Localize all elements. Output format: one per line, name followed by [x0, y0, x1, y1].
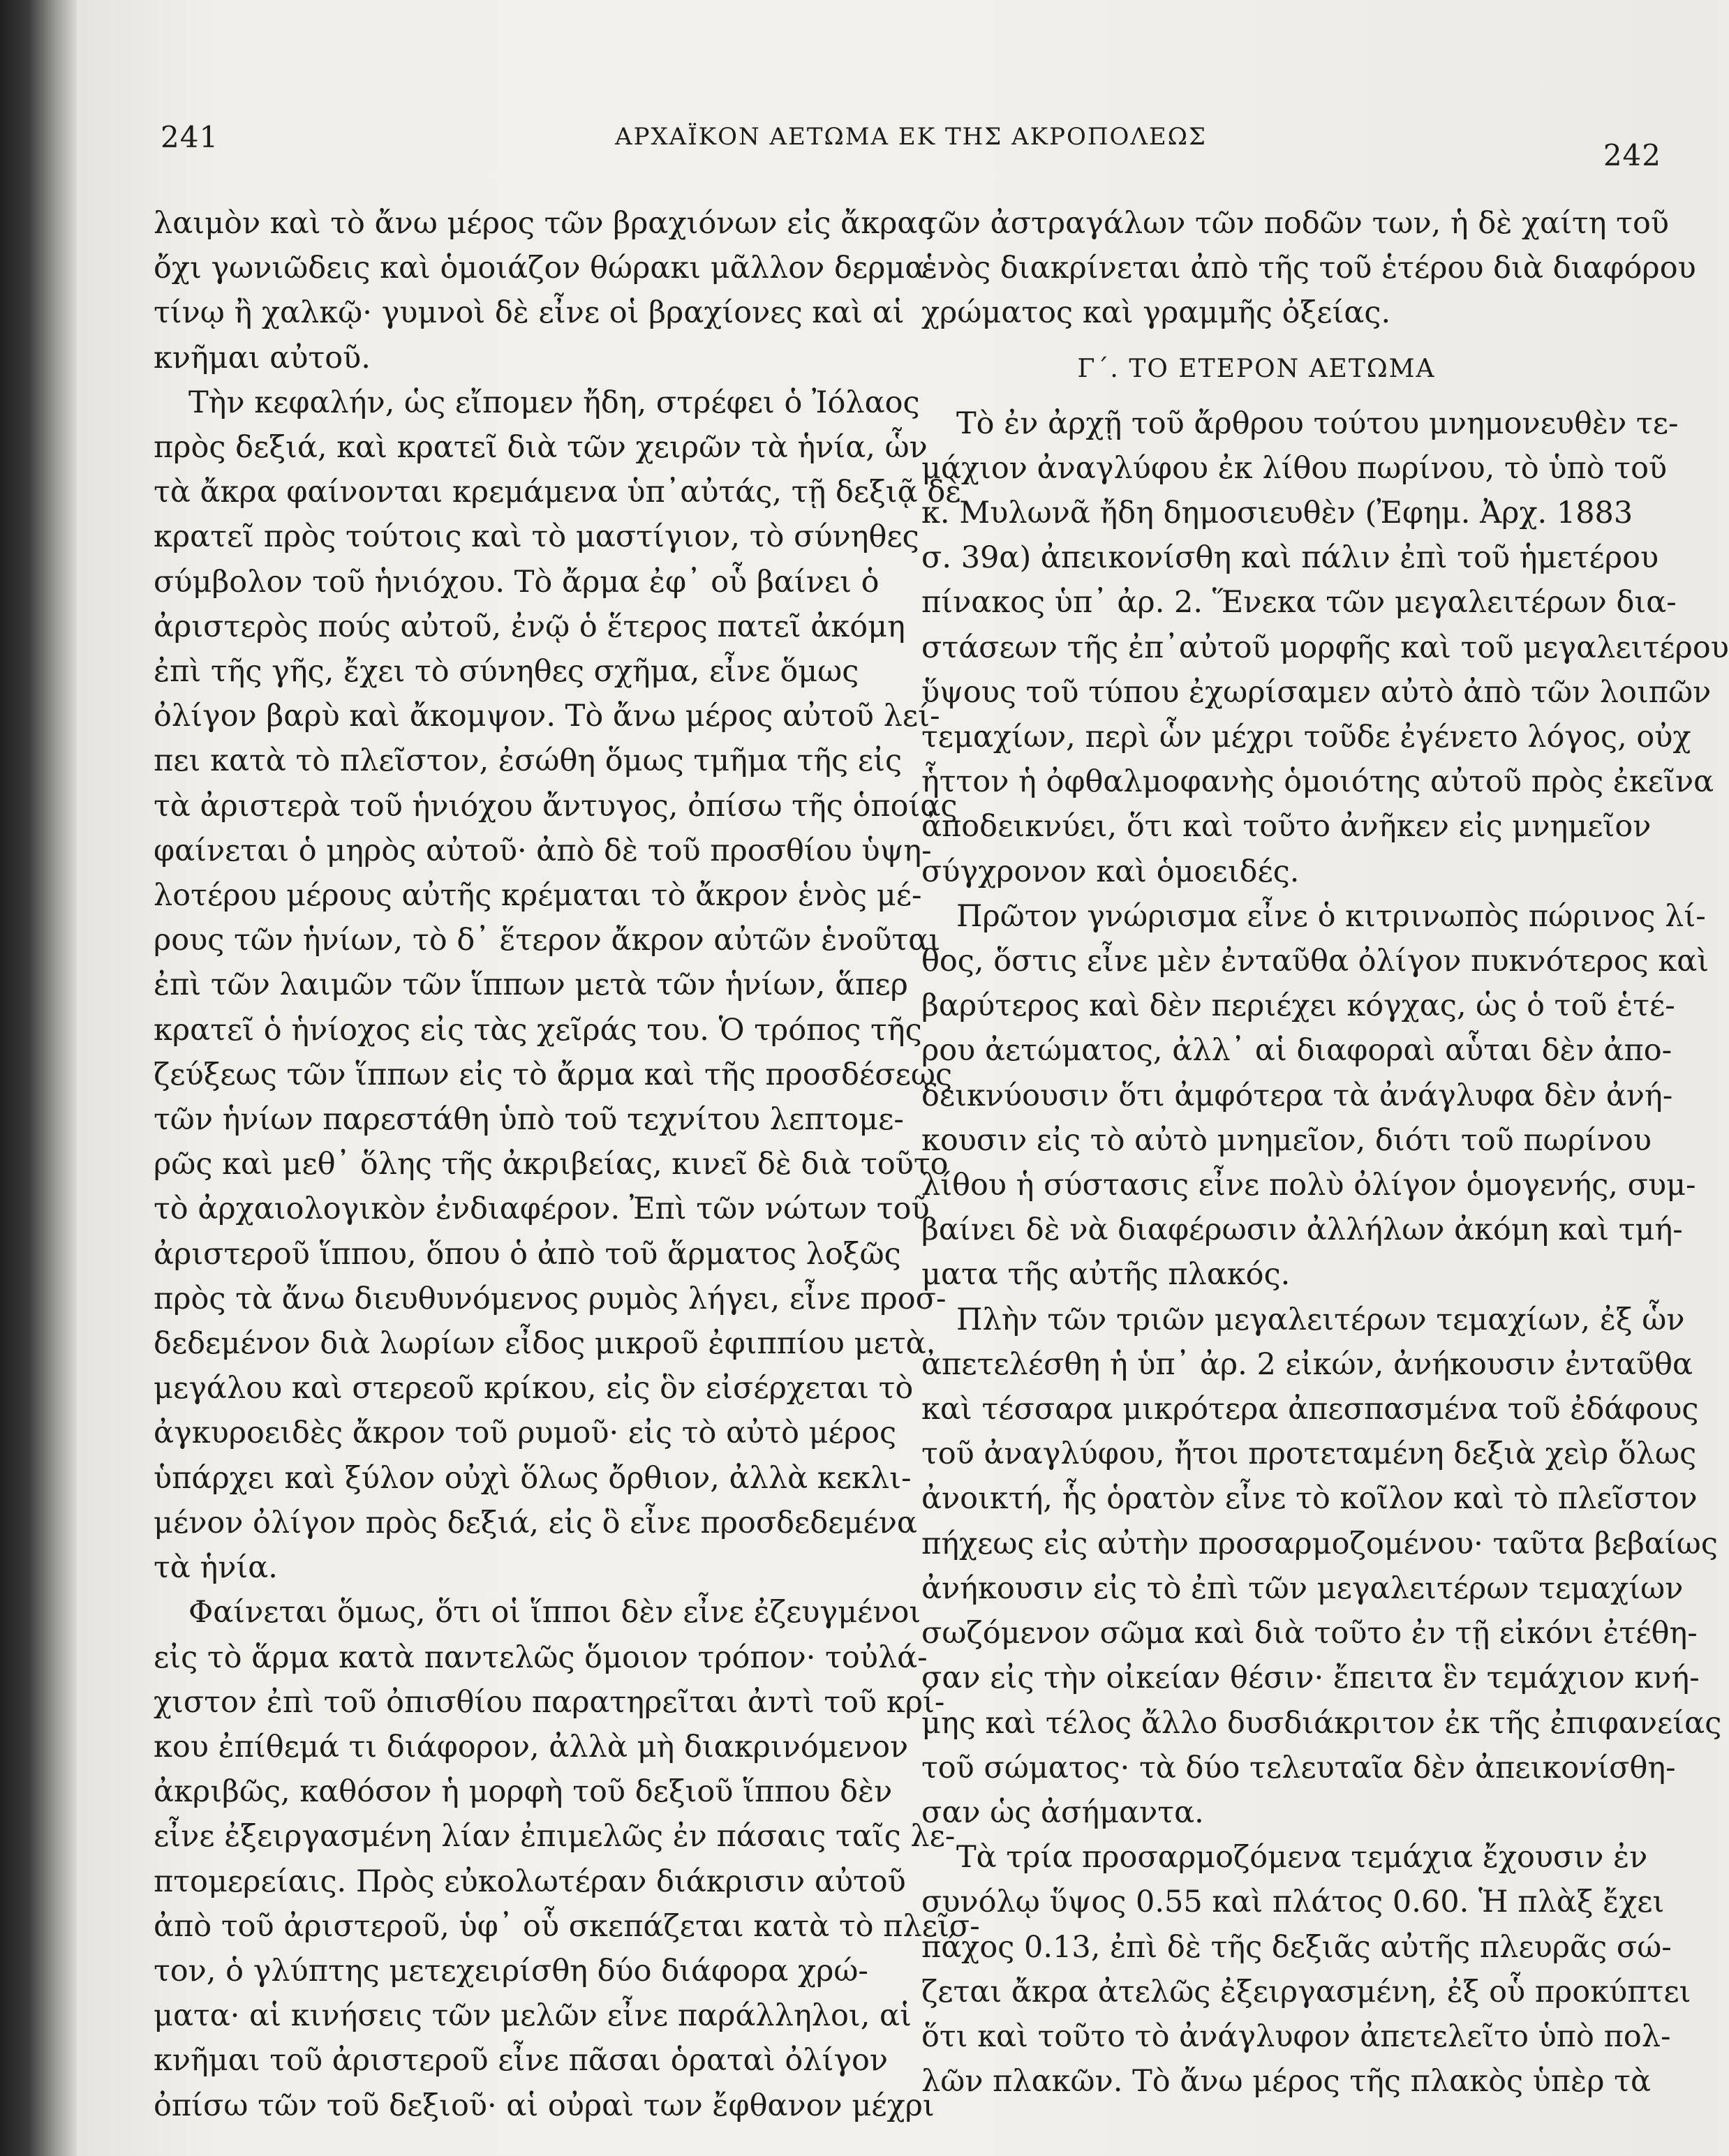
running-head	[161, 120, 1661, 172]
text-line: πίνακος ὑπ᾽ ἀρ. 2. Ἕνεκα τῶν μεγαλειτέρων δια-	[921, 585, 1677, 620]
running-title: ΑΡΧΑΪΚΟΝ ΑΕΤΩΜΑ ΕΚ ΤΗΣ ΑΚΡΟΠΟΛΕΩΣ	[615, 123, 1207, 151]
text-line: μάχιον ἀναγλύφου ἐκ λίθου πωρίνου, τὸ ὑπὸ τοῦ	[921, 450, 1668, 486]
text-line: ἀπὸ τοῦ ἀριστεροῦ, ὑφ᾽ οὗ σκεπάζεται κατὰ τὸ πλεῖσ-	[154, 1908, 980, 1944]
text-line: ὀπίσω τῶν τοῦ δεξιοῦ· αἱ οὐραὶ των ἔφθανον μέχρι	[154, 2088, 935, 2123]
text-line: στάσεων τῆς ἐπ᾽αὐτοῦ μορφῆς καὶ τοῦ μεγαλειτέρου	[921, 630, 1729, 665]
left-column	[154, 201, 980, 2128]
text-line: τὸ ἀρχαιολογικὸν ἐνδιαφέρον. Ἐπὶ τῶν νώτων τοῦ	[154, 1191, 930, 1227]
text-line: τῶν ἡνίων παρεστάθη ὑπὸ τοῦ τεχνίτου λεπτομε-	[154, 1102, 904, 1138]
section-heading: Γ΄. ΤΟ ΕΤΕΡΟΝ ΑΕΤΩΜΑ	[1077, 354, 1436, 383]
text-line: δεικνύουσιν ὅτι ἀμφότερα τὰ ἀνάγλυφα δὲν ἀνή-	[921, 1078, 1673, 1113]
text-line: μένον ὀλίγον πρὸς δεξιά, εἰς ὃ εἶνε προσδεδεμένα	[154, 1505, 917, 1540]
text-line: τίνῳ ἢ χαλκῷ· γυμνοὶ δὲ εἶνε οἱ βραχίονες καὶ αἱ	[154, 295, 905, 331]
text-line: ἀκριβῶς, καθόσον ἡ μορφὴ τοῦ δεξιοῦ ἵππου δὲν	[154, 1774, 893, 1810]
text-line: πρὸς τὰ ἄνω διευθυνόμενος ρυμὸς λήγει, εἶνε προσ-	[154, 1281, 947, 1316]
page-number-left: 241	[161, 120, 219, 154]
text-line: σύγχρονον καὶ ὁμοειδές.	[921, 854, 1300, 889]
text-line: σωζόμενον σῶμα καὶ διὰ τοῦτο ἐν τῇ εἰκόνι ἐτέθη-	[921, 1616, 1698, 1651]
text-line: Φαίνεται ὅμως, ὅτι οἱ ἵπποι δὲν εἶνε ἐζευγμένοι	[188, 1595, 921, 1630]
text-line: ὅτι καὶ τοῦτο τὸ ἀνάγλυφον ἀπετελεῖτο ὑπὸ πολ-	[921, 2019, 1671, 2054]
book-gutter	[0, 0, 77, 2156]
text-line: τὰ ἡνία.	[154, 1550, 278, 1586]
text-line: κ. Μυλωνᾶ ἤδη δημοσιευθὲν (Ἐφημ. Ἀρχ. 1883	[921, 496, 1633, 531]
text-line: Πλὴν τῶν τριῶν μεγαλειτέρων τεμαχίων, ἐξ ὧν	[956, 1302, 1685, 1337]
text-line: χιστον ἐπὶ τοῦ ὀπισθίου παρατηρεῖται ἀντὶ τοῦ κρί-	[154, 1684, 945, 1720]
text-line: πρὸς δεξιά, καὶ κρατεῖ διὰ τῶν χειρῶν τὰ ἡνία, ὧν	[154, 430, 928, 466]
text-line: εἶνε ἐξειργασμένη λίαν ἐπιμελῶς ἐν πάσαις ταῖς λε-	[154, 1819, 956, 1854]
text-line: λαιμὸν καὶ τὸ ἄνω μέρος τῶν βραχιόνων εἰς ἄκρας	[154, 206, 935, 241]
text-line: ὄχι γωνιῶδεις καὶ ὁμοιάζον θώρακι μᾶλλον δερμα-	[154, 251, 935, 286]
text-line: ὀλίγον βαρὺ καὶ ἄκομψον. Τὸ ἄνω μέρος αὐτοῦ λεί-	[154, 699, 940, 734]
text-line: Τὸ ἐν ἀρχῇ τοῦ ἄρθρου τούτου μνημονευθὲν τε-	[956, 406, 1679, 441]
text-line: σαν εἰς τὴν οἰκείαν θέσιν· ἔπειτα ἓν τεμάχιον κνή-	[921, 1660, 1700, 1696]
text-line: πτομερείαις. Πρὸς εὐκολωτέραν διάκρισιν αὐτοῦ	[154, 1864, 906, 1899]
text-line: ματα τῆς αὐτῆς πλακός.	[921, 1257, 1291, 1293]
text-line: ματα· αἱ κινήσεις τῶν μελῶν εἶνε παράλληλοι, αἱ	[154, 1998, 912, 2034]
text-line: εἰς τὸ ἅρμα κατὰ παντελῶς ὅμοιον τρόπον· τοὐλά-	[154, 1640, 928, 1675]
text-line: ἀριστεροῦ ἵππου, ὅπου ὁ ἀπὸ τοῦ ἅρματος λοξῶς	[154, 1236, 901, 1272]
text-line: κρατεῖ πρὸς τούτοις καὶ τὸ μαστίγιον, τὸ σύνηθες	[154, 519, 919, 555]
text-line: ὑπάρχει καὶ ξύλον οὐχὶ ὅλως ὄρθιον, ἀλλὰ κεκλι-	[154, 1460, 912, 1496]
text-line: ἀγκυροειδὲς ἄκρον τοῦ ρυμοῦ· εἰς τὸ αὐτὸ μέρος	[154, 1415, 897, 1451]
text-line: καὶ τέσσαρα μικρότερα ἀπεσπασμένα τοῦ ἐδάφους	[921, 1392, 1699, 1427]
text-line: ἐπὶ τῆς γῆς, ἔχει τὸ σύνηθες σχῆμα, εἶνε ὅμως	[154, 654, 859, 690]
text-line: τὰ ἄκρα φαίνονται κρεμάμενα ὑπ᾽αὐτάς, τῇ δεξιᾷ δὲ	[154, 475, 962, 510]
text-line: θος, ὅστις εἶνε μὲν ἐνταῦθα ὀλίγον πυκνότερος καὶ	[921, 944, 1709, 979]
text-line: τὰ ἀριστερὰ τοῦ ἡνιόχου ἄντυγος, ὀπίσω τῆς ὁποίας	[154, 788, 958, 824]
text-line: βαρύτερος καὶ δὲν περιέχει κόγχας, ὡς ὁ τοῦ ἑτέ-	[921, 988, 1675, 1024]
text-line: σαν ὡς ἀσήμαντα.	[921, 1794, 1204, 1830]
text-line: σύμβολον τοῦ ἡνιόχου. Τὸ ἄρμα ἐφ᾽ οὗ βαίνει ὁ	[154, 564, 880, 600]
text-line: τοῦ σώματος· τὰ δύο τελευταῖα δὲν ἀπεικονίσθη-	[921, 1750, 1676, 1785]
text-line: κνῆμαι αὐτοῦ.	[154, 340, 371, 376]
text-line: βαίνει δὲ νὰ διαφέρωσιν ἀλλήλων ἀκόμη καὶ τμή-	[921, 1212, 1683, 1248]
text-line: ἀπετελέσθη ἡ ὑπ᾽ ἀρ. 2 εἰκών, ἀνήκουσιν ἐνταῦθα	[921, 1346, 1693, 1382]
text-line: κου ἐπίθεμά τι διάφορον, ἀλλὰ μὴ διακρινόμενον	[154, 1729, 909, 1764]
text-line: ἑνὸς διακρίνεται ἀπὸ τῆς τοῦ ἑτέρου διὰ διαφόρου	[921, 251, 1696, 286]
text-line: Πρῶτον γνώρισμα εἶνε ὁ κιτρινωπὸς πώρινος λί-	[956, 898, 1706, 934]
text-line: πει κατὰ τὸ πλεῖστον, ἐσώθη ὅμως τμῆμα τῆς εἰς	[154, 743, 903, 779]
text-line: τον, ὁ γλύπτης μετεχειρίσθη δύο διάφορα χρώ-	[154, 1953, 868, 1988]
text-line: ἀποδεικνύει, ὅτι καὶ τοῦτο ἀνῆκεν εἰς μνημεῖον	[921, 809, 1652, 845]
text-line: Τὰ τρία προσαρμοζόμενα τεμάχια ἔχουσιν ἐν	[956, 1840, 1648, 1875]
text-line: μεγάλου καὶ στερεοῦ κρίκου, εἰς ὃν εἰσέρχεται τὸ	[154, 1371, 914, 1406]
text-line: λίθου ἡ σύστασις εἶνε πολὺ ὀλίγον ὁμογενής, συμ-	[921, 1168, 1696, 1203]
text-line: κρατεῖ ὁ ἡνίοχος εἰς τὰς χεῖράς του. Ὁ τρόπος τῆς	[154, 1012, 922, 1048]
text-line: ρῶς καὶ μεθ᾽ ὅλης τῆς ἀκριβείας, κινεῖ δὲ διὰ τοῦτο	[154, 1147, 949, 1182]
text-line: τεμαχίων, περὶ ὧν μέχρι τοῦδε ἐγένετο λόγος, οὐχ	[921, 720, 1691, 755]
text-line: κνῆμαι τοῦ ἀριστεροῦ εἶνε πᾶσαι ὁραταὶ ὀλίγον	[154, 2043, 889, 2079]
text-line: ἐπὶ τῶν λαιμῶν τῶν ἵππων μετὰ τῶν ἡνίων, ἅπερ	[154, 967, 908, 1003]
text-line: τῶν ἀστραγάλων τῶν ποδῶν των, ἡ δὲ χαίτη τοῦ	[921, 206, 1669, 241]
text-line: ζεται ἄκρα ἀτελῶς ἐξειργασμένη, ἐξ οὗ προκύπτει	[921, 1974, 1691, 2009]
text-line: κουσιν εἰς τὸ αὐτὸ μνημεῖον, διότι τοῦ πωρίνου	[921, 1122, 1652, 1158]
text-line: σ. 39α) ἀπεικονίσθη καὶ πάλιν ἐπὶ τοῦ ἡμετέρου	[921, 540, 1659, 576]
text-line: ἧττον ἡ ὀφθαλμοφανὴς ὁμοιότης αὐτοῦ πρὸς ἐκεῖνα	[921, 764, 1714, 800]
text-line: ἀνοικτή, ἧς ὁρατὸν εἶνε τὸ κοῖλον καὶ τὸ πλεῖστον	[921, 1481, 1698, 1517]
text-line: ζεύξεως τῶν ἵππων εἰς τὸ ἄρμα καὶ τῆς προσδέσεως	[154, 1057, 953, 1092]
text-line: λοτέρου μέρους αὐτῆς κρέμαται τὸ ἄκρον ἑνὸς μέ-	[154, 878, 922, 914]
right-column	[921, 201, 1729, 2104]
text-line: ρου ἀετώματος, ἀλλ᾽ αἱ διαφοραὶ αὗται δὲν ἀπο-	[921, 1033, 1672, 1069]
text-line: ἀριστερὸς πούς αὐτοῦ, ἐνῷ ὁ ἕτερος πατεῖ ἀκόμη	[154, 609, 905, 644]
text-line: τοῦ ἀναγλύφου, ἤτοι προτεταμένη δεξιὰ χεὶρ ὅλως	[921, 1436, 1697, 1472]
text-line: ὕψους τοῦ τύπου ἐχωρίσαμεν αὐτὸ ἀπὸ τῶν λοιπῶν	[921, 674, 1712, 710]
text-line: συνόλῳ ὕψος 0.55 καὶ πλάτος 0.60. Ἡ πλὰξ ἔχει	[921, 1884, 1665, 1920]
text-line: ἀνήκουσιν εἰς τὸ ἐπὶ τῶν μεγαλειτέρων τεμαχίων	[921, 1570, 1684, 1606]
text-line: πήχεως εἰς αὐτὴν προσαρμοζομένου· ταῦτα βεβαίως	[921, 1526, 1718, 1561]
text-line: ρους τῶν ἡνίων, τὸ δ᾽ ἕτερον ἄκρον αὐτῶν ἑνοῦται	[154, 923, 941, 958]
text-line: μης καὶ τέλος ἄλλο δυσδιάκριτον ἐκ τῆς ἐπιφανείας	[921, 1705, 1722, 1741]
text-line: Τὴν κεφαλήν, ὡς εἴπομεν ἤδη, στρέφει ὁ Ἰόλαος	[188, 385, 920, 420]
text-line: πάχος 0.13, ἐπὶ δὲ τῆς δεξιᾶς αὐτῆς πλευρᾶς σώ-	[921, 1929, 1672, 1965]
text-line: φαίνεται ὁ μηρὸς αὐτοῦ· ἀπὸ δὲ τοῦ προσθίου ὑψη-	[154, 833, 932, 868]
page-number-right: 242	[1603, 138, 1661, 172]
text-line: δεδεμένον διὰ λωρίων εἶδος μικροῦ ἐφιππίου μετὰ	[154, 1326, 926, 1362]
text-line: λῶν πλακῶν. Τὸ ἄνω μέρος τῆς πλακὸς ὑπὲρ τὰ	[921, 2064, 1651, 2099]
text-line: χρώματος καὶ γραμμῆς ὀξείας.	[921, 295, 1391, 331]
